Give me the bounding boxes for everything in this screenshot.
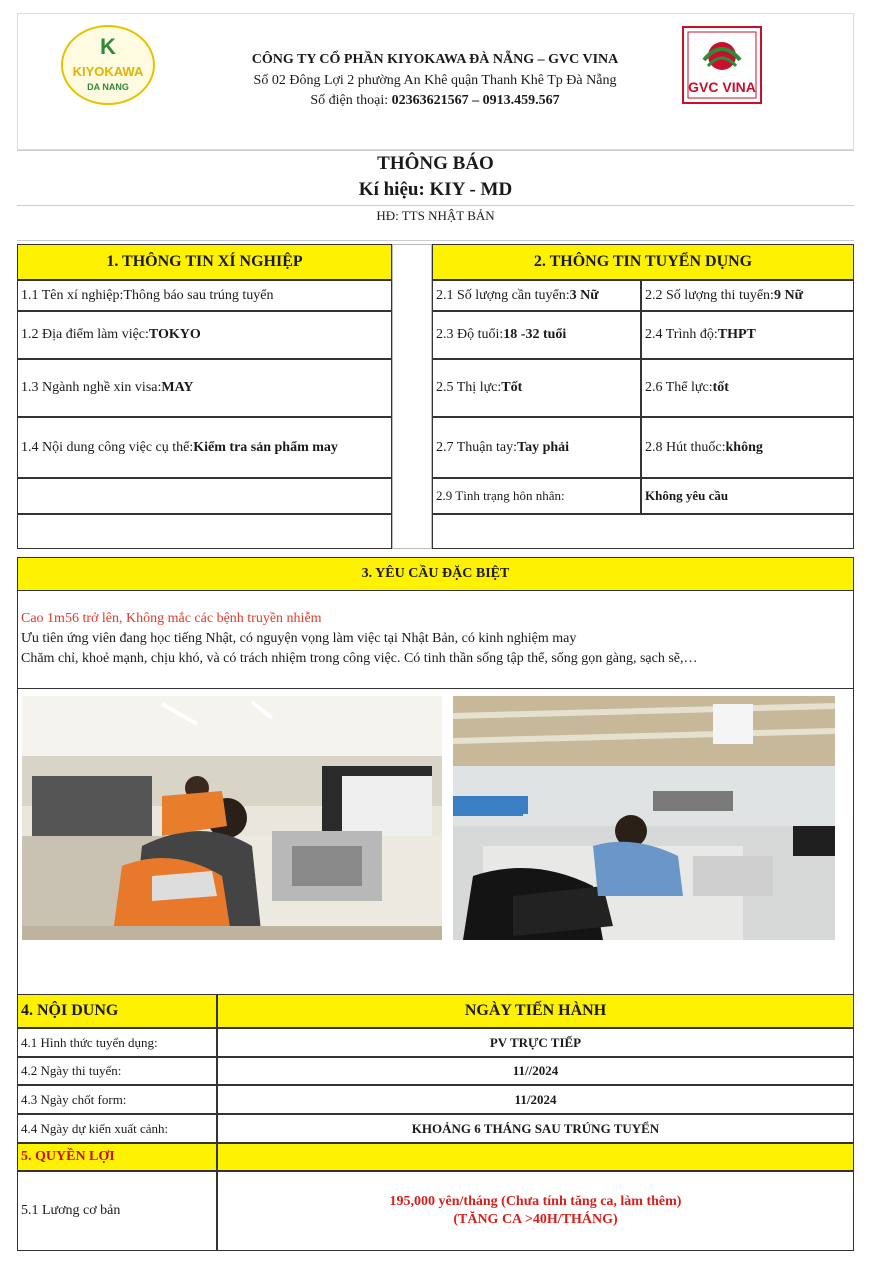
section4-row-value: PV TRỰC TIẾP (217, 1028, 854, 1057)
requirement-line-2: Ưu tiên ứng viên đang học tiếng Nhật, có nguyện vọng làm việc tại Nhật Bản, có kinh nghiệm may (21, 631, 577, 646)
special-requirements (17, 591, 854, 689)
section4-heading: 4. NỘI DUNG (17, 994, 217, 1028)
section1-empty-row (17, 514, 392, 549)
divider (17, 240, 854, 241)
phone-label: Số điện thoại: (310, 93, 392, 108)
document-symbol: Kí hiệu: KIY - MD (358, 179, 513, 200)
section4-row-label: 4.4 Ngày dự kiến xuất cảnh: (17, 1114, 217, 1143)
salary-value (217, 1171, 854, 1251)
gvc-logo-text: GVC VINA (688, 79, 756, 95)
factory-photo-left (22, 696, 442, 940)
section2-item-2-7: 2.7 Thuận tay: Tay phải (432, 417, 641, 478)
logo-letter: K (100, 34, 116, 59)
page-title: THÔNG BÁO (377, 153, 494, 174)
spacer-column (392, 244, 432, 549)
contract-type: HĐ: TTS NHẬT BẢN (376, 208, 495, 223)
section4-date-heading: NGÀY TIẾN HÀNH (217, 994, 854, 1028)
factory-photo-right (453, 696, 835, 940)
company-address: Số 02 Đông Lợi 2 phường An Khê quận Thanh Khê Tp Đà Nẵng (253, 73, 617, 88)
company-name: CÔNG TY CỔ PHẦN KIYOKAWA ĐÀ NẴNG – GVC VINA (251, 52, 619, 67)
divider (17, 150, 854, 151)
section4-row-value: KHOẢNG 6 THÁNG SAU TRÚNG TUYỂN (217, 1114, 854, 1143)
section4-row-label: 4.2 Ngày thi tuyển: (17, 1057, 217, 1085)
section4-row-label: 4.1 Hình thức tuyển dụng: (17, 1028, 217, 1057)
section3-heading: 3. YÊU CẦU ĐẶC BIỆT (17, 557, 854, 591)
company-phone (170, 93, 700, 109)
section5-heading-fill (217, 1143, 854, 1171)
salary-line-2: (TĂNG CA >40H/THÁNG) (453, 1212, 618, 1227)
requirement-line-3: Chăm chỉ, khoẻ mạnh, chịu khó, và có trách nhiệm trong công việc. Có tinh thần sống tập thể, sống gọn gàng, sạch sẽ,… (21, 651, 698, 666)
section2-item-2-1: 2.1 Số lượng cần tuyển: 3 Nữ (432, 280, 641, 311)
section4-row-label: 4.3 Ngày chốt form: (17, 1085, 217, 1114)
section4-row-value: 11/2024 (217, 1085, 854, 1114)
section2-item-2-3: 2.3 Độ tuổi: 18 -32 tuổi (432, 311, 641, 359)
section2-item-2-9-value: Không yêu cầu (641, 478, 854, 514)
section4-row-value: 11//2024 (217, 1057, 854, 1085)
salary-line-1: 195,000 yên/tháng (Chưa tính tăng ca, làm thêm) (389, 1194, 682, 1209)
section2-item-2-9: 2.9 Tình trạng hôn nhân: (432, 478, 641, 514)
section2-item-2-2: 2.2 Số lượng thi tuyển: 9 Nữ (641, 280, 854, 311)
kiyokawa-logo (60, 24, 156, 106)
section1-row-3: 1.3 Ngành nghề xin visa: MAY (17, 359, 392, 417)
section2-item-2-4: 2.4 Trình độ: THPT (641, 311, 854, 359)
section1-row-4: 1.4 Nội dung công việc cụ thể: Kiểm tra sản phẩm may (17, 417, 392, 478)
section1-row-1: 1.1 Tên xí nghiệp: Thông báo sau trúng tuyển (17, 280, 392, 311)
logo-sub: DA NANG (87, 82, 129, 92)
section5-heading: 5. QUYỀN LỢI (17, 1143, 217, 1171)
section2-item-2-8: 2.8 Hút thuốc: không (641, 417, 854, 478)
divider (17, 205, 854, 206)
gvc-vina-logo (682, 26, 762, 104)
phone-value: 02363621567 – 0913.459.567 (391, 93, 560, 108)
section2-item-2-5: 2.5 Thị lực: Tốt (432, 359, 641, 417)
section1-row-2: 1.2 Địa điểm làm việc: TOKYO (17, 311, 392, 359)
section2-heading: 2. THÔNG TIN TUYỂN DỤNG (432, 244, 854, 280)
logo-name: KIYOKAWA (72, 64, 144, 79)
section2-empty-row (432, 514, 854, 549)
section1-empty-row (17, 478, 392, 514)
requirement-line-1: Cao 1m56 trở lên, Không mắc các bệnh truyền nhiễm (21, 611, 322, 626)
section2-item-2-6: 2.6 Thể lực: tốt (641, 359, 854, 417)
section1-heading: 1. THÔNG TIN XÍ NGHIỆP (17, 244, 392, 280)
salary-label: 5.1 Lương cơ bản (17, 1171, 217, 1251)
